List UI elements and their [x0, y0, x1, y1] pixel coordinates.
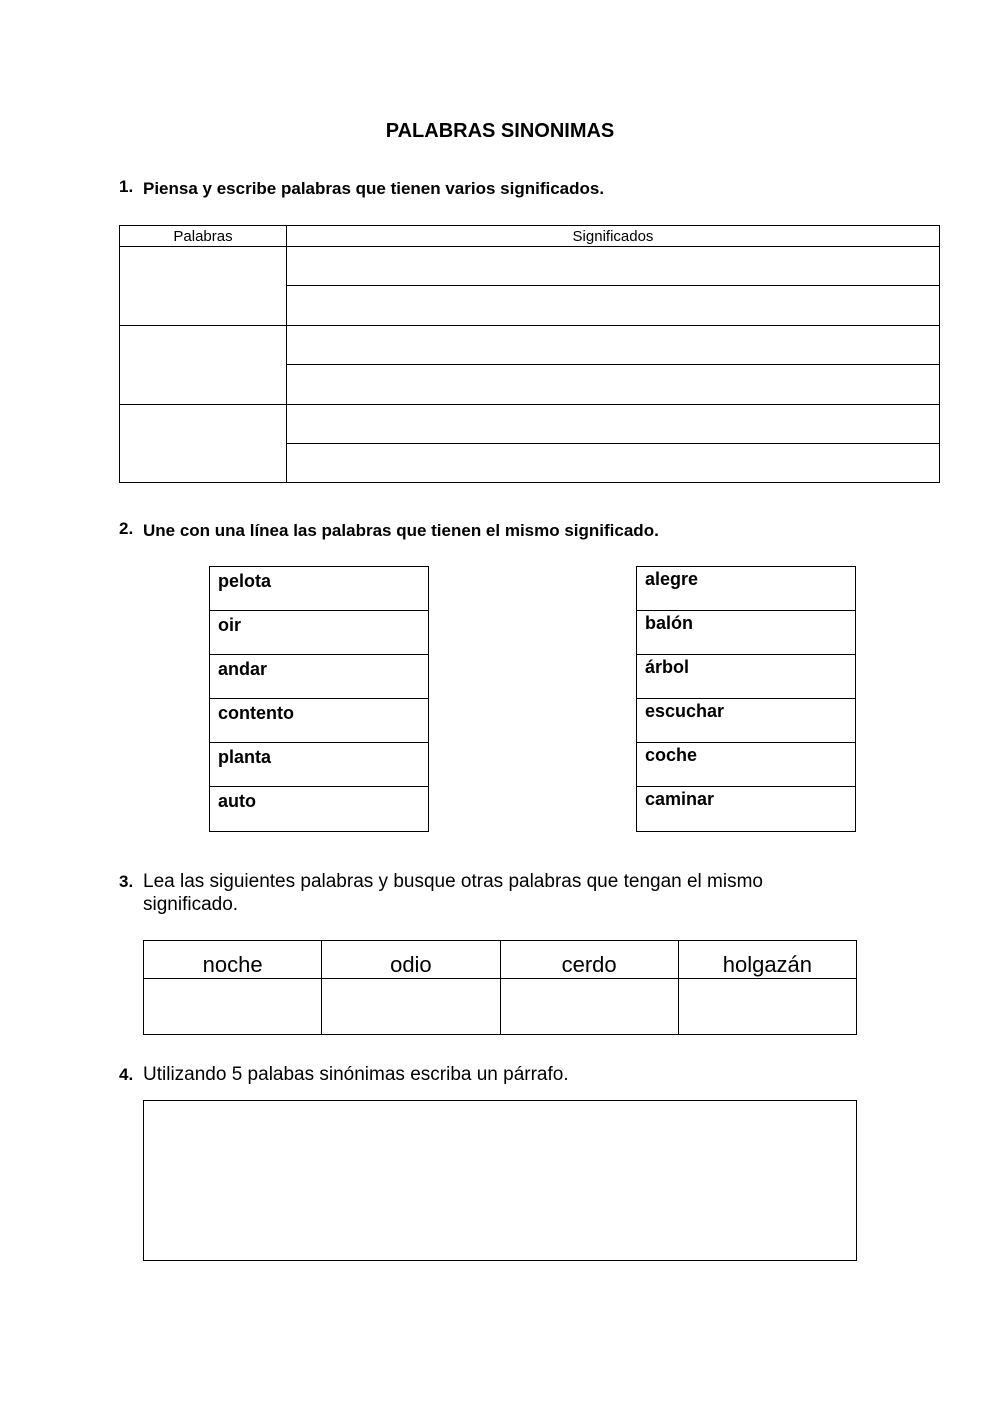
question-4	[119, 1063, 843, 1086]
left-word-item[interactable]: contento	[210, 699, 428, 743]
column-header-palabras: Palabras	[173, 228, 233, 245]
right-word-item[interactable]: coche	[637, 743, 855, 787]
meaning-input-2b[interactable]	[287, 365, 939, 404]
synonym-column	[679, 941, 856, 1034]
synonym-input[interactable]	[501, 979, 678, 1034]
synonym-column	[144, 941, 322, 1034]
synonym-word: noche	[144, 941, 321, 979]
right-word-item[interactable]: balón	[637, 611, 855, 655]
column-header-significados: Significados	[572, 228, 654, 245]
word-input-2[interactable]	[120, 326, 286, 404]
meanings-table	[119, 225, 940, 483]
question-3	[119, 870, 823, 916]
synonym-input[interactable]	[322, 979, 499, 1034]
synonym-word: holgazán	[679, 941, 856, 979]
left-word-item[interactable]: andar	[210, 655, 428, 699]
question-1	[119, 177, 843, 200]
meaning-input-3a[interactable]	[287, 405, 939, 443]
question-text: Une con una línea las palabras que tienen el mismo significado.	[143, 521, 659, 540]
left-word-item[interactable]: planta	[210, 743, 428, 787]
question-2	[119, 519, 843, 542]
page-title: PALABRAS SINONIMAS	[385, 120, 615, 142]
question-number: 3.	[119, 872, 134, 891]
question-text: Utilizando 5 palabas sinónimas escriba un párrafo.	[143, 1064, 569, 1085]
right-word-item[interactable]: alegre	[637, 567, 855, 611]
meaning-input-1a[interactable]	[287, 247, 939, 285]
right-word-item[interactable]: árbol	[637, 655, 855, 699]
synonym-input[interactable]	[679, 979, 856, 1034]
right-word-item[interactable]: caminar	[645, 789, 715, 809]
question-number: 4.	[119, 1065, 134, 1084]
word-input-1[interactable]	[120, 247, 286, 325]
meaning-input-1b[interactable]	[287, 286, 939, 325]
left-word-item[interactable]: auto	[218, 791, 256, 811]
meaning-input-2a[interactable]	[287, 326, 939, 364]
paragraph-input[interactable]	[143, 1100, 857, 1261]
question-number: 1.	[119, 177, 134, 196]
word-input-3[interactable]	[120, 405, 286, 482]
synonym-word: cerdo	[501, 941, 678, 979]
synonym-column	[501, 941, 679, 1034]
left-word-list	[209, 566, 429, 832]
right-word-item[interactable]: escuchar	[637, 699, 855, 743]
synonym-table	[143, 940, 857, 1035]
right-word-list	[636, 566, 856, 832]
left-word-item[interactable]: oir	[210, 611, 428, 655]
question-number: 2.	[119, 519, 134, 538]
question-text: Lea las siguientes palabras y busque otras palabras que tengan el mismo significado.	[143, 871, 763, 915]
synonym-word: odio	[322, 941, 499, 979]
left-word-item[interactable]: pelota	[210, 567, 428, 611]
synonym-input[interactable]	[144, 979, 321, 1034]
meaning-input-3b[interactable]	[287, 444, 939, 482]
synonym-column	[322, 941, 500, 1034]
question-text: Piensa y escribe palabras que tienen varios significados.	[143, 179, 605, 198]
